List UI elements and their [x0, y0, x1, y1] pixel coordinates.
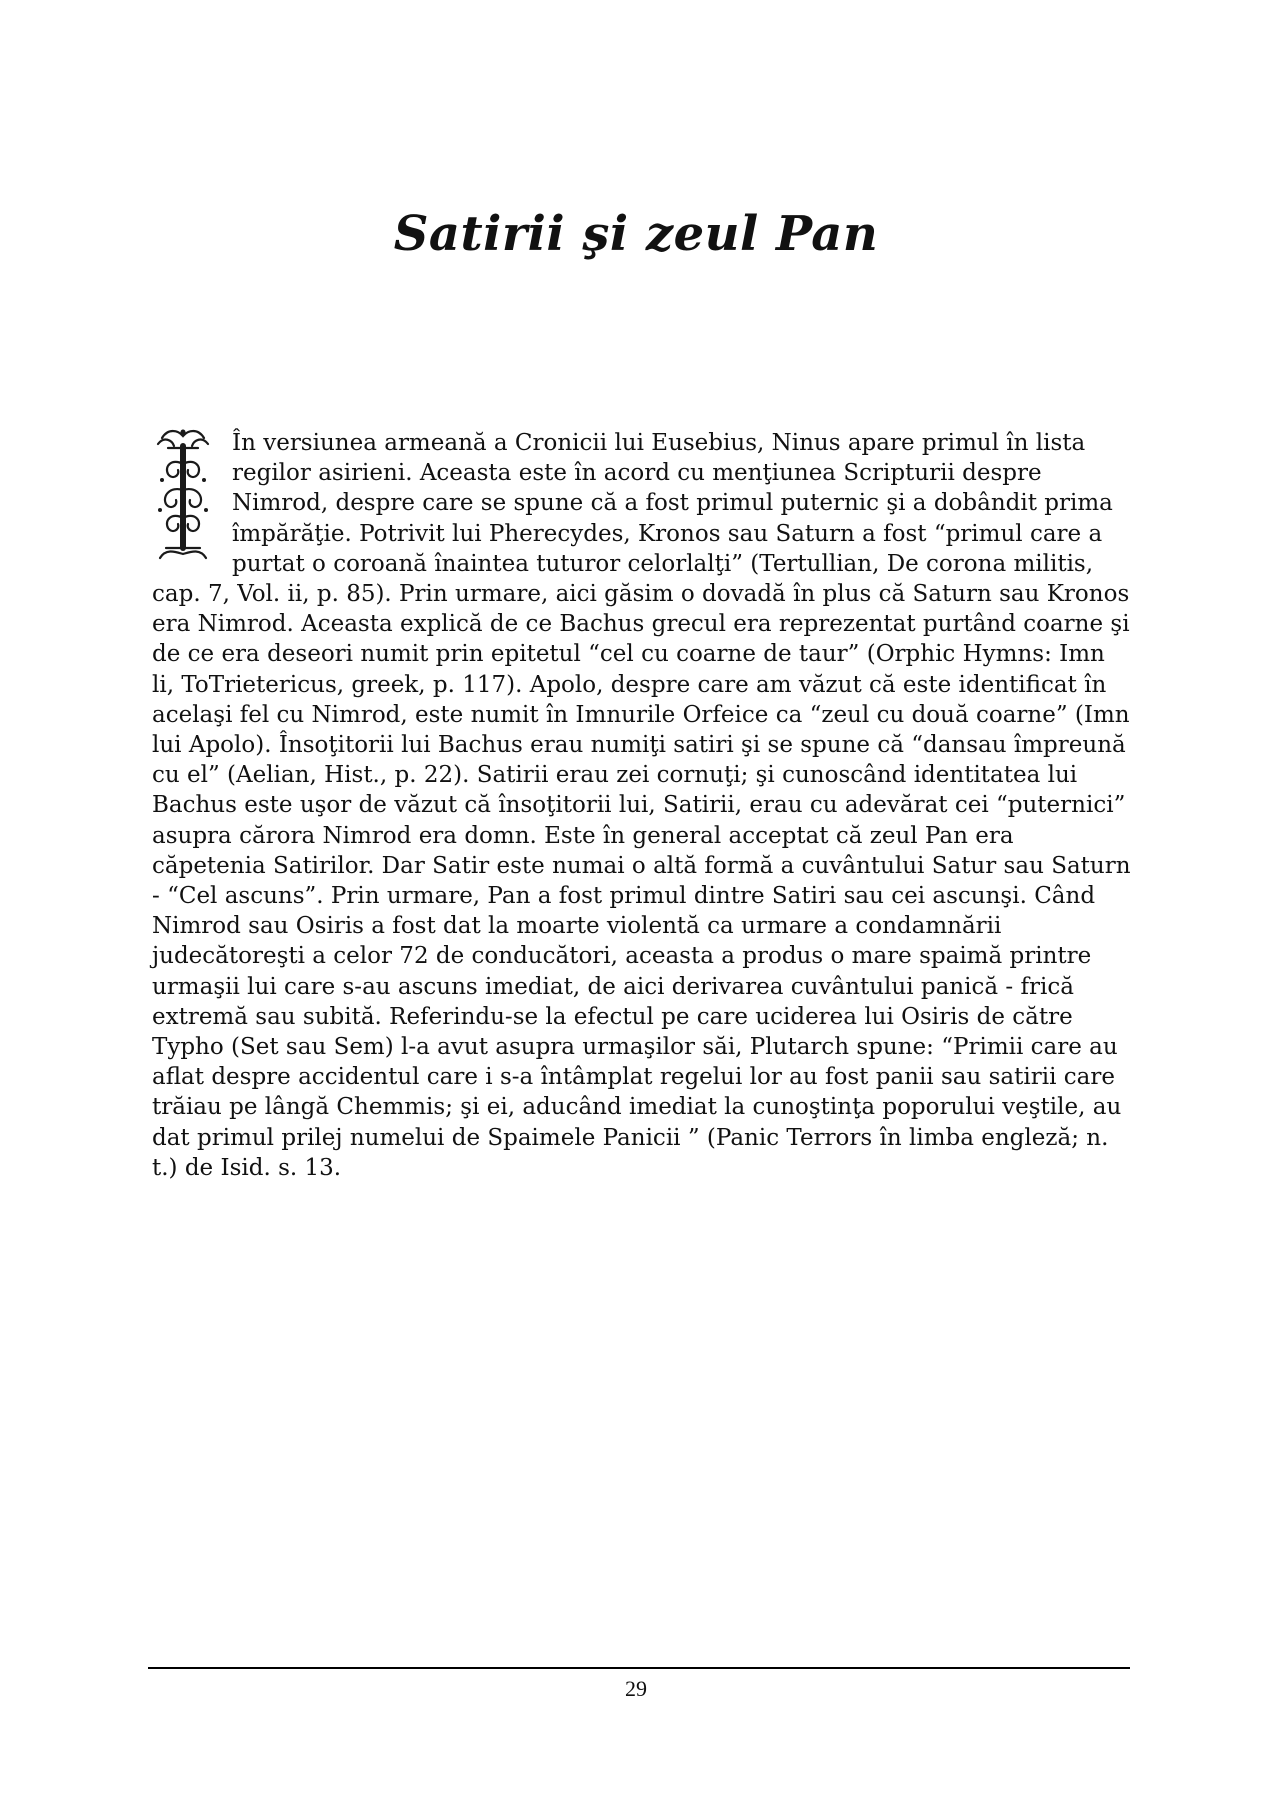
footer-divider [148, 1667, 1130, 1669]
body-paragraph: În versiunea armeană a Cronicii lui Eusebius, Ninus apare primul în lista regilor asirieni. Aceasta este în acord cu menţiunea Scripturii despre Nimrod, despre care se spune că a fost primul puternic şi a dobândit prima împărăţie. Potrivit lui Pherecydes, Kronos sau Saturn a fost “primul care a purtat o coroană înaintea tuturor celorlalţi” (Tertullian, De corona militis, cap. 7, Vol. ii, p. 85). Prin urmare, aici găsim o dovadă în plus că Saturn sau Kronos era Nimrod. Aceasta explică de ce Bachus grecul era reprezentat purtând coarne şi de ce era deseori numit prin epitetul “cel cu coarne de taur” (Orphic Hymns: Imn li, ToTrietericus, greek, p. 117). Apolo, despre care am văzut că este identificat în acelaşi fel cu Nimrod, este numit în Imnurile Orfeice ca “zeul cu două coarne” (Imn lui Apolo). Însoţitorii lui Bachus erau numiţi satiri şi se spune că “dansau împreună cu el” (Aelian, Hist., p. 22). Satirii erau zei cornuţi; şi cunoscând identitatea lui Bachus este uşor de văzut că însoţitorii lui, Satirii, erau cu adevărat cei “puternici” asupra cărora Nimrod era domn. Este în general acceptat că zeul Pan era căpetenia Satirilor. Dar Satir este numai o altă formă a cuvântului Satur sau Saturn - “Cel ascuns”. Prin urmare, Pan a fost primul dintre Satiri sau cei ascunşi. Când Nimrod sau Osiris a fost dat la moarte violentă ca urmare a condamnării judecătoreşti a celor 72 de conducători, aceasta a produs o mare spaimă printre urmaşii lui care s-au ascuns imediat, de aici derivarea cuvântului panică - frică extremă sau subită. Referindu-se la efectul pe care uciderea lui Osiris de către Typho (Set sau Sem) l-a avut asupra urmaşilor săi, Plutarch spune: “Primii care au aflat despre accidentul care i s-a întâmplat regelui lor au fost panii sau satirii care trăiau pe lângă Chemmis; şi ei, aducând imediat la cunoştinţa poporului veştile, au dat primul prilej numelui de Spaimele Panicii ” (Panic Terrors în limba engleză; n. t.) de Isid. s. 13. [152, 430, 1131, 1181]
page-number: 29 [625, 1676, 647, 1701]
page-title: Satirii şi zeul Pan [393, 206, 879, 262]
